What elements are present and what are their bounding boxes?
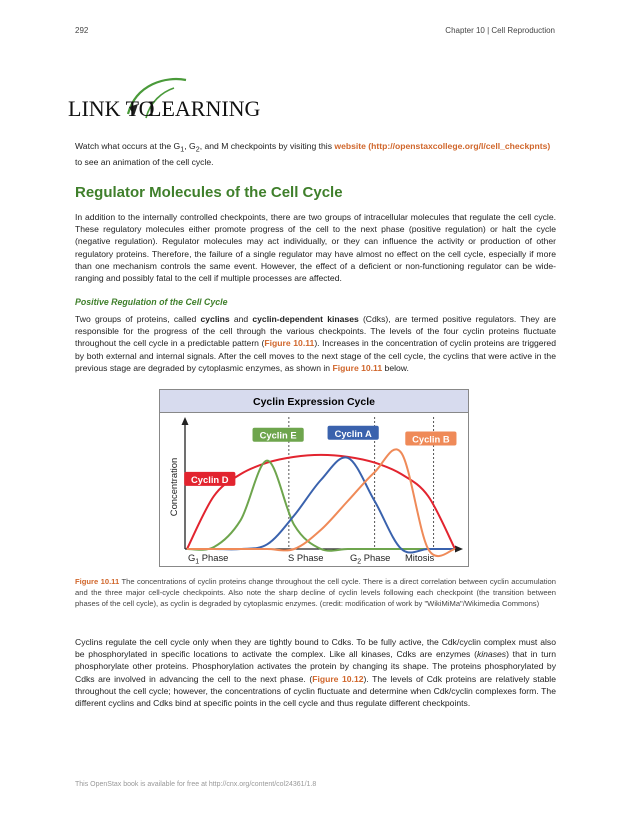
section-title: Regulator Molecules of the Cell Cycle <box>75 184 343 201</box>
x-tick-s: S Phase <box>288 552 324 563</box>
cyclin-b-label: Cyclin B <box>412 433 450 445</box>
logo-text-learning: LEARNING <box>148 96 261 121</box>
cyclin-e-label: Cyclin E <box>259 429 297 441</box>
paragraph-2: Two groups of proteins, called cyclins and cyclin-dependent kinases (Cdks), are termed positive regulators. They are responsible for the progress of the cell through the various checkpoints. The levels of the four cyclin proteins fluctuate throughout the cell cycle in a predictable pattern (Figure 10.11). Increases in the concentration of cyclin proteins are triggered by both external and internal signals. After the cell moves to the next stage of the cell cycle, the cyclins that were active in the previous stage are degraded by cytoplasmic enzymes, as shown in Figure 10.11 below. <box>75 314 556 373</box>
subheading: Positive Regulation of the Cell Cycle <box>75 297 228 307</box>
x-tick-g1: $G_1$ Phase <box>188 552 229 566</box>
cyclin-d-label: Cyclin D <box>191 473 229 485</box>
link-intro: Watch what occurs at the $G_1$, $G_2$, and M checkpoints by visiting this website (http://openstaxcollege.org/l/cell_checkpnts) to see an animation of the cell cycle. <box>75 141 551 167</box>
chart-title: Cyclin Expression Cycle <box>253 396 375 408</box>
logo-text-link: LINK TO <box>68 96 155 121</box>
footer: This OpenStax book is available for free at http://cnx.org/content/col24361/1.8 <box>75 781 317 788</box>
link-to-learning-logo <box>66 74 261 130</box>
figure-link[interactable]: Figure 10.11 <box>264 338 315 349</box>
x-tick-g2: $G_2$ Phase <box>350 552 391 566</box>
y-axis-label: Concentration <box>168 457 179 517</box>
figure-link[interactable]: Figure 10.12 <box>312 673 364 684</box>
paragraph-3: Cyclins regulate the cell cycle only when they are tightly bound to Cdks. To be fully active, the Cdk/cyclin complex must also be phosphorylated in specific locations to activate the complex. Like all kinases, Cdks are enzymes (kinases) that in turn phosphorylate other proteins. Phosphorylation activates the protein by changing its shape. The proteins phosphorylated by Cdks are involved in advancing the cell to the next phase. (Figure 10.12). The levels of Cdk proteins are relatively stable throughout the cell cycle; however, the concentrations of cyclin fluctuate and determine when Cdk/cyclin complexes form. The different cyclins and Cdks bind at specific points in the cell cycle and thus regulate different checkpoints. <box>75 637 556 709</box>
paragraph-1: In addition to the internally controlled checkpoints, there are two groups of intracellular molecules that regulate the cell cycle. These regulatory molecules either promote progress of the cell to the next phase (positive regulation) or halt the cycle (negative regulation). Regulator molecules may act individually, or they can influence the activity or production of other regulatory proteins. Therefore, the failure of a single regulator may have almost no effect on the cell cycle, especially if more than one mechanism controls the same event. However, the effect of a deficient or non-functioning regulator can be wide-ranging and possibly fatal to the cell if multiple processes are affected. <box>75 212 556 284</box>
chapter-header: Chapter 10 | Cell Reproduction <box>445 26 555 35</box>
cyclin-a-label: Cyclin A <box>334 427 372 439</box>
website-link[interactable]: website (http://openstaxcollege.org/l/cell_checkpnts) <box>334 141 551 151</box>
figure-link[interactable]: Figure 10.11 <box>332 362 383 373</box>
cyclin-chart <box>159 389 469 567</box>
page-number: 292 <box>75 26 89 35</box>
x-tick-mitosis: Mitosis <box>405 552 435 563</box>
figure-caption: Figure 10.11 The concentrations of cyclin proteins change throughout the cell cycle. There is a direct correlation between cyclin accumulation and the three major cell-cycle checkpoints. Also note the sharp decline of cyclin levels following each checkpoint (the transition between phases of the cell cycle), as cyclin is degraded by cytoplasmic enzymes. (credit: modification of work by "WikiMiMa"/Wikimedia Commons) <box>75 577 556 608</box>
